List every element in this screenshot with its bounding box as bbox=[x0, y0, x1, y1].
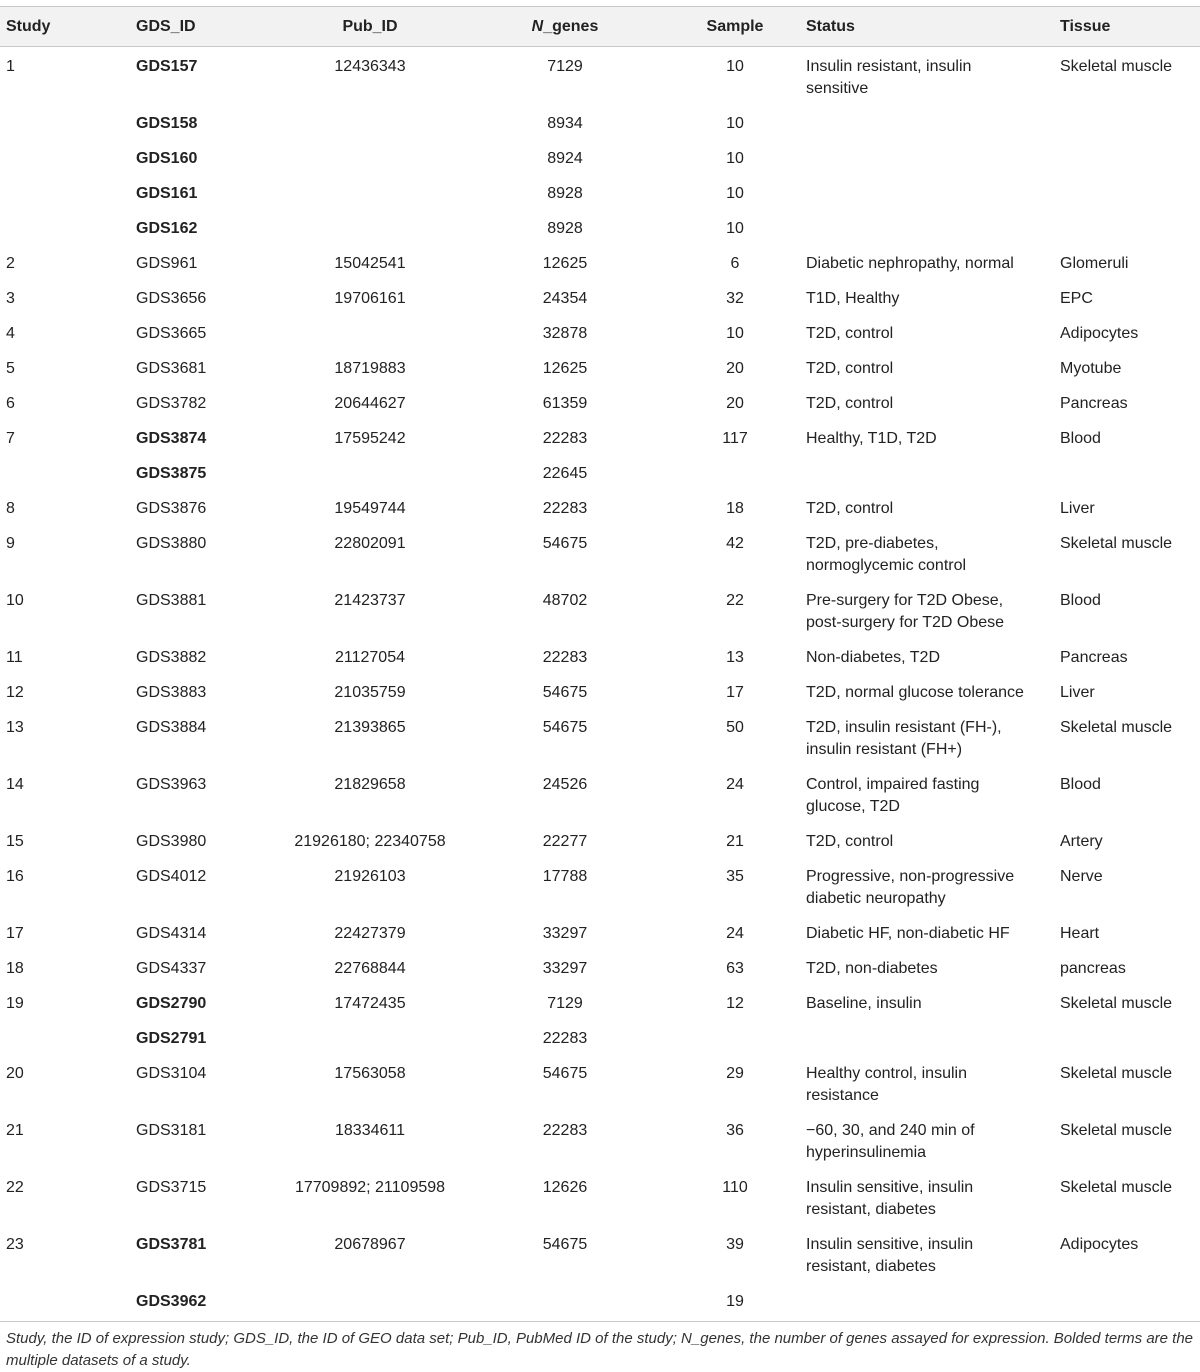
cell-n-genes: 22283 bbox=[542, 649, 588, 666]
cell-gds-id: GDS3782 bbox=[136, 395, 207, 412]
cell-study: 12 bbox=[6, 684, 24, 701]
table-row bbox=[0, 984, 1200, 1019]
cell-pub-id: 20678967 bbox=[334, 1236, 406, 1253]
cell-status: Insulin resistant, insulin sensitive bbox=[806, 58, 972, 97]
cell-sample: 110 bbox=[722, 1179, 748, 1196]
cell-sample: 12 bbox=[726, 995, 744, 1012]
cell-n-genes: 54675 bbox=[542, 719, 588, 736]
cell-gds-id: GDS3962 bbox=[136, 1293, 207, 1310]
cell-study: 19 bbox=[6, 995, 24, 1012]
cell-tissue bbox=[1054, 174, 1200, 209]
cell-sample bbox=[670, 1019, 800, 1054]
cell-gds-id: GDS2790 bbox=[136, 995, 207, 1012]
cell-tissue: Skeletal muscle bbox=[1060, 1122, 1173, 1139]
cell-tissue bbox=[1054, 454, 1200, 489]
table-row bbox=[0, 104, 1200, 139]
cell-study bbox=[0, 1019, 130, 1054]
cell-tissue: Skeletal muscle bbox=[1060, 535, 1173, 552]
cell-tissue: Skeletal muscle bbox=[1060, 58, 1173, 75]
cell-tissue: Blood bbox=[1060, 430, 1101, 447]
cell-gds-id: GDS3874 bbox=[136, 430, 207, 447]
header-n-genes-rest: _genes bbox=[543, 17, 599, 35]
cell-study: 4 bbox=[6, 325, 15, 342]
cell-sample: 20 bbox=[726, 395, 744, 412]
cell-pub-id: 21926180; 22340758 bbox=[294, 833, 446, 850]
cell-sample: 6 bbox=[730, 255, 740, 272]
cell-sample: 13 bbox=[726, 649, 744, 666]
cell-study: 23 bbox=[6, 1236, 24, 1253]
table-row bbox=[0, 244, 1200, 279]
cell-status bbox=[800, 1019, 1054, 1054]
cell-n-genes: 8928 bbox=[547, 220, 583, 237]
cell-pub-id: 17595242 bbox=[334, 430, 406, 447]
cell-study: 18 bbox=[6, 960, 24, 977]
cell-tissue: Heart bbox=[1060, 925, 1100, 942]
table-row bbox=[0, 454, 1200, 489]
cell-gds-id: GDS3665 bbox=[136, 325, 207, 342]
cell-gds-id: GDS158 bbox=[136, 115, 198, 132]
table-footnote: Study, the ID of expression study; GDS_ID, the ID of GEO data set; Pub_ID, PubMed ID of the study; N_genes, the number of genes assayed for expression. Bolded terms are the multiple datasets of a study. bbox=[6, 1330, 1194, 1369]
cell-pub-id: 18334611 bbox=[335, 1122, 405, 1139]
cell-tissue: Myotube bbox=[1060, 360, 1122, 377]
cell-pub-id bbox=[280, 139, 460, 174]
cell-gds-id: GDS3876 bbox=[136, 500, 207, 517]
cell-n-genes: 12625 bbox=[542, 360, 588, 377]
cell-n-genes: 61359 bbox=[542, 395, 588, 412]
cell-sample: 36 bbox=[726, 1122, 744, 1139]
cell-sample: 39 bbox=[726, 1236, 744, 1253]
cell-sample: 10 bbox=[726, 150, 744, 167]
cell-n-genes: 22283 bbox=[542, 1030, 588, 1047]
cell-pub-id: 19706161 bbox=[334, 290, 406, 307]
cell-gds-id: GDS3781 bbox=[136, 1236, 207, 1253]
cell-study: 7 bbox=[6, 430, 15, 447]
cell-pub-id: 21393865 bbox=[334, 719, 406, 736]
cell-sample: 24 bbox=[726, 925, 744, 942]
cell-gds-id: GDS3963 bbox=[136, 776, 207, 793]
cell-study bbox=[0, 454, 130, 489]
cell-tissue: Adipocytes bbox=[1060, 1236, 1139, 1253]
header-tissue: Tissue bbox=[1060, 17, 1111, 35]
cell-status: T1D, Healthy bbox=[806, 290, 900, 307]
cell-n-genes: 32878 bbox=[542, 325, 588, 342]
cell-pub-id: 21423737 bbox=[334, 592, 406, 609]
cell-sample: 20 bbox=[726, 360, 744, 377]
cell-status: T2D, control bbox=[806, 395, 894, 412]
table-header bbox=[0, 7, 1200, 47]
cell-tissue bbox=[1054, 104, 1200, 139]
cell-pub-id: 22768844 bbox=[334, 960, 406, 977]
table-row bbox=[0, 489, 1200, 524]
table-row bbox=[0, 822, 1200, 857]
cell-pub-id: 22427379 bbox=[334, 925, 406, 942]
cell-n-genes: 7129 bbox=[547, 58, 583, 75]
cell-study: 21 bbox=[6, 1122, 24, 1139]
data-table bbox=[0, 6, 1200, 1322]
cell-status: Insulin sensitive, insulin resistant, diabetes bbox=[806, 1236, 974, 1275]
header-pub-id: Pub_ID bbox=[342, 17, 398, 35]
header-n-genes bbox=[460, 7, 670, 47]
cell-status: Healthy control, insulin resistance bbox=[806, 1065, 967, 1104]
cell-n-genes: 22283 bbox=[542, 1122, 588, 1139]
table-row bbox=[0, 524, 1200, 581]
cell-gds-id: GDS3656 bbox=[136, 290, 207, 307]
cell-n-genes: 24526 bbox=[542, 776, 588, 793]
cell-tissue: Artery bbox=[1060, 833, 1103, 850]
cell-status: T2D, normal glucose tolerance bbox=[806, 684, 1024, 701]
cell-study: 15 bbox=[6, 833, 24, 850]
cell-study: 8 bbox=[6, 500, 15, 517]
cell-n-genes: 54675 bbox=[542, 684, 588, 701]
cell-status: T2D, control bbox=[806, 500, 894, 517]
cell-tissue: Adipocytes bbox=[1060, 325, 1139, 342]
cell-status: T2D, pre-diabetes, normoglycemic control bbox=[806, 535, 967, 574]
table-row bbox=[0, 47, 1200, 105]
cell-gds-id: GDS3181 bbox=[136, 1122, 207, 1139]
cell-tissue: Blood bbox=[1060, 776, 1101, 793]
cell-tissue: Nerve bbox=[1060, 868, 1103, 885]
cell-n-genes: 7129 bbox=[547, 995, 583, 1012]
cell-status: Baseline, insulin bbox=[806, 995, 922, 1012]
cell-pub-id bbox=[280, 1282, 460, 1322]
table-row bbox=[0, 708, 1200, 765]
cell-study bbox=[0, 139, 130, 174]
cell-pub-id: 22802091 bbox=[334, 535, 406, 552]
cell-gds-id: GDS157 bbox=[136, 58, 198, 75]
cell-n-genes: 22645 bbox=[542, 465, 588, 482]
table-row bbox=[0, 314, 1200, 349]
cell-study: 9 bbox=[6, 535, 15, 552]
cell-n-genes: 8934 bbox=[547, 115, 583, 132]
cell-n-genes: 12626 bbox=[542, 1179, 588, 1196]
cell-study: 3 bbox=[6, 290, 15, 307]
cell-sample: 29 bbox=[726, 1065, 744, 1082]
cell-gds-id: GDS3882 bbox=[136, 649, 207, 666]
cell-gds-id: GDS3980 bbox=[136, 833, 207, 850]
cell-pub-id bbox=[280, 314, 460, 349]
cell-status: Non-diabetes, T2D bbox=[806, 649, 940, 666]
cell-n-genes: 54675 bbox=[542, 1236, 588, 1253]
cell-sample: 24 bbox=[726, 776, 744, 793]
cell-study: 14 bbox=[6, 776, 24, 793]
cell-status bbox=[800, 139, 1054, 174]
cell-study bbox=[0, 1282, 130, 1322]
cell-n-genes: 22283 bbox=[542, 430, 588, 447]
cell-sample: 32 bbox=[726, 290, 744, 307]
cell-status: T2D, control bbox=[806, 360, 894, 377]
table-row bbox=[0, 1225, 1200, 1282]
cell-n-genes: 48702 bbox=[542, 592, 588, 609]
table-row bbox=[0, 857, 1200, 914]
cell-tissue: EPC bbox=[1060, 290, 1093, 307]
cell-study: 2 bbox=[6, 255, 15, 272]
cell-tissue: Skeletal muscle bbox=[1060, 719, 1173, 736]
cell-study: 10 bbox=[6, 592, 24, 609]
cell-tissue bbox=[1054, 209, 1200, 244]
cell-study: 17 bbox=[6, 925, 24, 942]
cell-n-genes: 22283 bbox=[542, 500, 588, 517]
cell-n-genes: 8924 bbox=[547, 150, 583, 167]
cell-status: T2D, insulin resistant (FH-), insulin resistant (FH+) bbox=[806, 719, 1002, 758]
cell-gds-id: GDS3715 bbox=[136, 1179, 207, 1196]
cell-status bbox=[800, 209, 1054, 244]
cell-tissue bbox=[1054, 139, 1200, 174]
cell-gds-id: GDS3883 bbox=[136, 684, 207, 701]
cell-sample: 10 bbox=[726, 220, 744, 237]
cell-sample: 19 bbox=[726, 1293, 744, 1310]
header-row bbox=[0, 7, 1200, 47]
cell-status: Control, impaired fasting glucose, T2D bbox=[806, 776, 980, 815]
cell-pub-id bbox=[280, 454, 460, 489]
cell-sample: 21 bbox=[726, 833, 744, 850]
cell-gds-id: GDS961 bbox=[136, 255, 198, 272]
table-row bbox=[0, 384, 1200, 419]
cell-pub-id bbox=[280, 1019, 460, 1054]
cell-status: Diabetic HF, non-diabetic HF bbox=[806, 925, 1010, 942]
cell-sample: 22 bbox=[726, 592, 744, 609]
cell-sample: 35 bbox=[726, 868, 744, 885]
cell-pub-id: 21127054 bbox=[335, 649, 405, 666]
cell-sample: 10 bbox=[726, 115, 744, 132]
cell-study: 13 bbox=[6, 719, 24, 736]
cell-gds-id: GDS3881 bbox=[136, 592, 207, 609]
cell-pub-id: 17472435 bbox=[334, 995, 406, 1012]
cell-sample: 63 bbox=[726, 960, 744, 977]
cell-gds-id: GDS4012 bbox=[136, 868, 207, 885]
cell-status bbox=[800, 174, 1054, 209]
table-row bbox=[0, 1054, 1200, 1111]
cell-study: 22 bbox=[6, 1179, 24, 1196]
cell-status: Healthy, T1D, T2D bbox=[806, 430, 937, 447]
cell-pub-id: 18719883 bbox=[334, 360, 406, 377]
table-row bbox=[0, 139, 1200, 174]
cell-pub-id bbox=[280, 104, 460, 139]
cell-pub-id: 15042541 bbox=[334, 255, 406, 272]
cell-gds-id: GDS160 bbox=[136, 150, 198, 167]
cell-study: 11 bbox=[6, 649, 23, 666]
cell-sample: 50 bbox=[726, 719, 744, 736]
cell-tissue: Liver bbox=[1060, 684, 1095, 701]
cell-n-genes: 54675 bbox=[542, 1065, 588, 1082]
cell-sample: 10 bbox=[726, 185, 744, 202]
cell-status: Pre-surgery for T2D Obese, post-surgery for T2D Obese bbox=[806, 592, 1005, 631]
cell-tissue: pancreas bbox=[1060, 960, 1126, 977]
cell-pub-id: 20644627 bbox=[334, 395, 406, 412]
cell-gds-id: GDS3104 bbox=[136, 1065, 207, 1082]
cell-n-genes: 22277 bbox=[542, 833, 588, 850]
cell-n-genes: 33297 bbox=[542, 925, 588, 942]
cell-pub-id: 21926103 bbox=[334, 868, 406, 885]
cell-gds-id: GDS162 bbox=[136, 220, 198, 237]
cell-pub-id: 21035759 bbox=[334, 684, 406, 701]
cell-gds-id: GDS2791 bbox=[136, 1030, 207, 1047]
cell-sample: 10 bbox=[726, 325, 744, 342]
cell-gds-id: GDS3875 bbox=[136, 465, 207, 482]
cell-tissue: Skeletal muscle bbox=[1060, 1179, 1173, 1196]
cell-tissue: Liver bbox=[1060, 500, 1095, 517]
cell-tissue: Skeletal muscle bbox=[1060, 1065, 1173, 1082]
cell-status: T2D, control bbox=[806, 833, 894, 850]
table-row bbox=[0, 279, 1200, 314]
cell-status: T2D, non-diabetes bbox=[806, 960, 938, 977]
cell-pub-id: 12436343 bbox=[334, 58, 406, 75]
cell-status: T2D, control bbox=[806, 325, 894, 342]
cell-tissue: Glomeruli bbox=[1060, 255, 1129, 272]
cell-status: Insulin sensitive, insulin resistant, diabetes bbox=[806, 1179, 974, 1218]
cell-n-genes: 54675 bbox=[542, 535, 588, 552]
table-row bbox=[0, 349, 1200, 384]
cell-gds-id: GDS4337 bbox=[136, 960, 207, 977]
table-page bbox=[0, 6, 1200, 1369]
cell-tissue: Blood bbox=[1060, 592, 1101, 609]
cell-gds-id: GDS161 bbox=[136, 185, 198, 202]
cell-study: 5 bbox=[6, 360, 15, 377]
cell-study bbox=[0, 104, 130, 139]
cell-study: 6 bbox=[6, 395, 15, 412]
table-row bbox=[0, 419, 1200, 454]
cell-pub-id: 21829658 bbox=[334, 776, 406, 793]
cell-gds-id: GDS3884 bbox=[136, 719, 207, 736]
cell-study bbox=[0, 209, 130, 244]
cell-study: 20 bbox=[6, 1065, 24, 1082]
cell-tissue: Pancreas bbox=[1060, 649, 1128, 666]
cell-gds-id: GDS3681 bbox=[136, 360, 207, 377]
cell-status bbox=[800, 104, 1054, 139]
cell-status: Diabetic nephropathy, normal bbox=[806, 255, 1014, 272]
cell-tissue bbox=[1054, 1019, 1200, 1054]
cell-n-genes: 33297 bbox=[542, 960, 588, 977]
cell-study: 1 bbox=[6, 58, 15, 75]
cell-study bbox=[0, 174, 130, 209]
cell-n-genes: 8928 bbox=[547, 185, 583, 202]
cell-sample: 10 bbox=[726, 58, 744, 75]
table-row bbox=[0, 1111, 1200, 1168]
table-row bbox=[0, 581, 1200, 638]
cell-status: −60, 30, and 240 min of hyperinsulinemia bbox=[806, 1122, 975, 1161]
table-row bbox=[0, 765, 1200, 822]
table-row bbox=[0, 949, 1200, 984]
cell-status bbox=[800, 454, 1054, 489]
table-body bbox=[0, 47, 1200, 1322]
cell-tissue: Skeletal muscle bbox=[1060, 995, 1173, 1012]
cell-pub-id bbox=[280, 174, 460, 209]
cell-study: 16 bbox=[6, 868, 24, 885]
cell-sample: 117 bbox=[722, 430, 748, 447]
cell-pub-id: 17563058 bbox=[334, 1065, 406, 1082]
cell-pub-id: 17709892; 21109598 bbox=[294, 1179, 446, 1196]
cell-sample: 18 bbox=[726, 500, 744, 517]
cell-pub-id bbox=[280, 209, 460, 244]
table-row bbox=[0, 1168, 1200, 1225]
table-row bbox=[0, 1019, 1200, 1054]
cell-status: Progressive, non-progressive diabetic neuropathy bbox=[806, 868, 1015, 907]
table-row bbox=[0, 914, 1200, 949]
header-study: Study bbox=[6, 17, 51, 35]
cell-status bbox=[800, 1282, 1054, 1322]
cell-tissue: Pancreas bbox=[1060, 395, 1128, 412]
cell-sample: 17 bbox=[726, 684, 744, 701]
header-sample: Sample bbox=[706, 17, 764, 35]
table-row bbox=[0, 174, 1200, 209]
cell-sample: 42 bbox=[726, 535, 744, 552]
cell-gds-id: GDS3880 bbox=[136, 535, 207, 552]
cell-n-genes: 24354 bbox=[542, 290, 588, 307]
table-row bbox=[0, 673, 1200, 708]
cell-n-genes bbox=[460, 1282, 670, 1322]
cell-n-genes: 17788 bbox=[542, 868, 588, 885]
cell-sample bbox=[670, 454, 800, 489]
header-n-genes-italic: N bbox=[531, 17, 544, 35]
table-row bbox=[0, 209, 1200, 244]
cell-pub-id: 19549744 bbox=[334, 500, 406, 517]
cell-n-genes: 12625 bbox=[542, 255, 588, 272]
header-status: Status bbox=[806, 17, 855, 35]
cell-gds-id: GDS4314 bbox=[136, 925, 207, 942]
table-row bbox=[0, 638, 1200, 673]
cell-tissue bbox=[1054, 1282, 1200, 1322]
header-gds-id: GDS_ID bbox=[136, 17, 196, 35]
table-row bbox=[0, 1282, 1200, 1322]
